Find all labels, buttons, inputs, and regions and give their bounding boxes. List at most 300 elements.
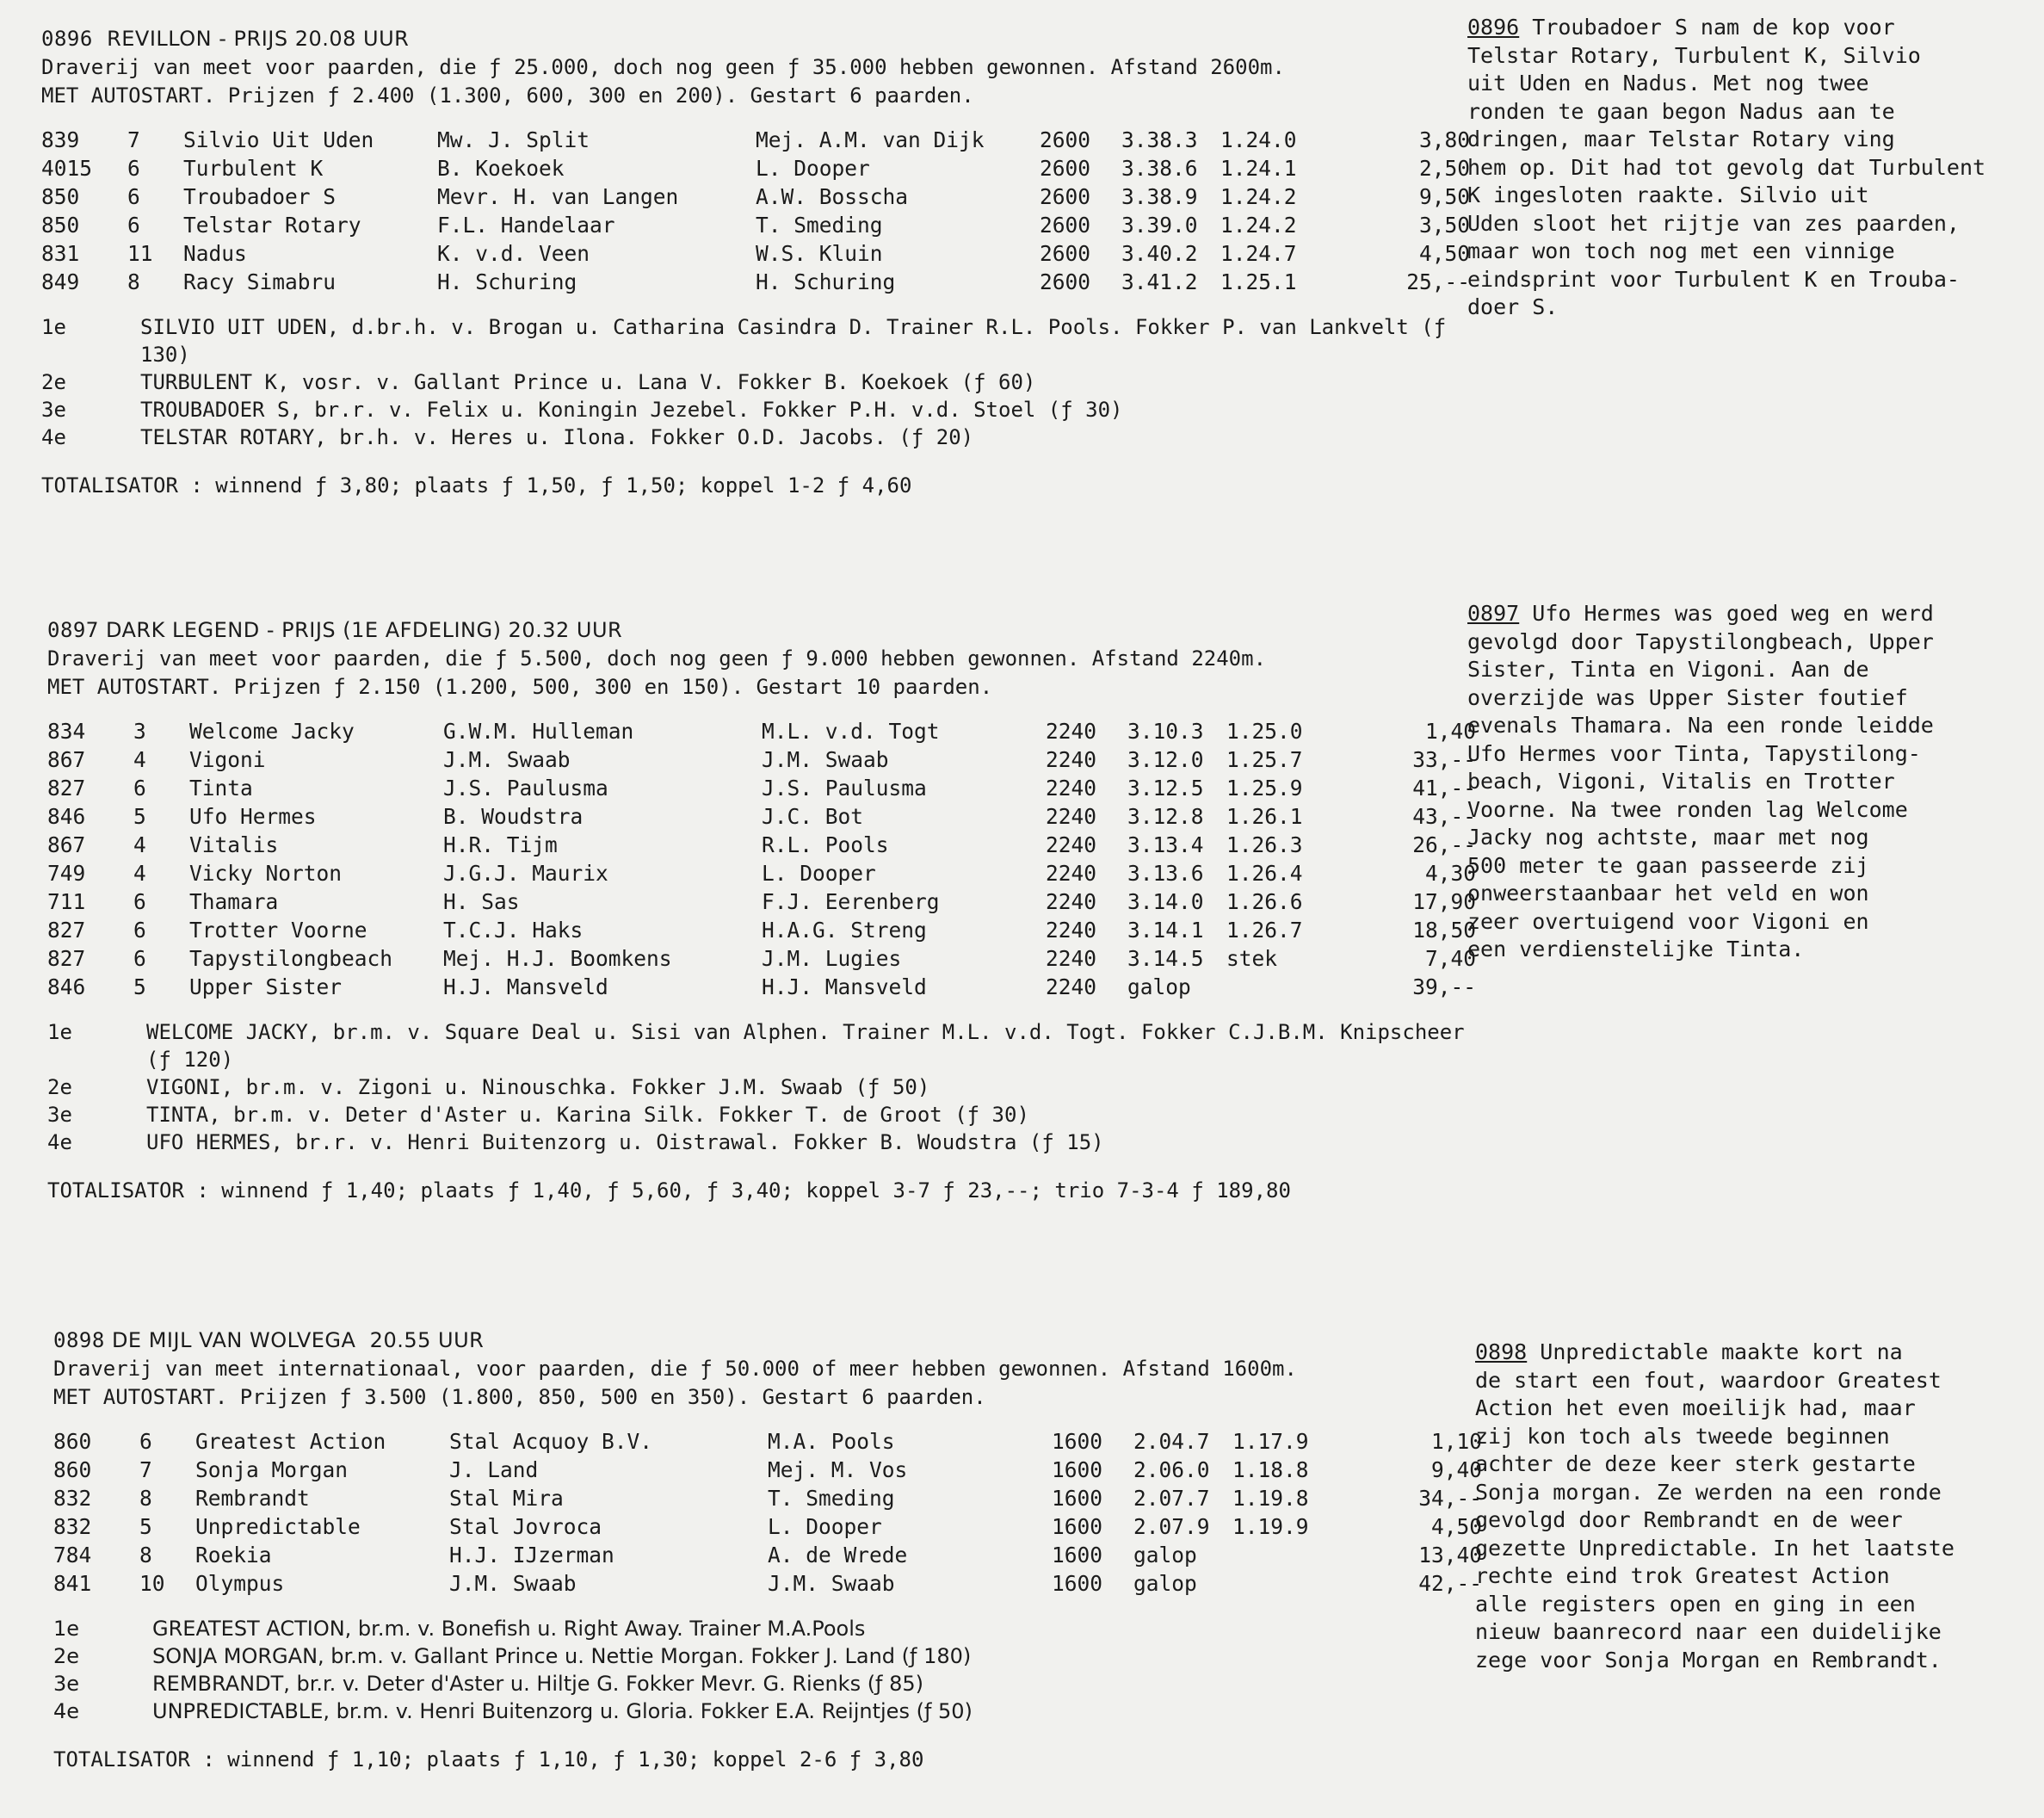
results-table xyxy=(47,719,1476,1003)
cell-driver: A. de Wrede xyxy=(768,1543,908,1568)
race-autostart: MET AUTOSTART. Prijzen ƒ 2.150 (1.200, 500, 300 en 150). Gestart 10 paarden. xyxy=(47,675,993,699)
placing-item xyxy=(53,1642,1482,1670)
cell-driver: Mej. M. Vos xyxy=(768,1457,908,1482)
cell-id: 784 xyxy=(53,1543,92,1568)
cell-odds: 4,30 xyxy=(1424,861,1476,886)
cell-distance: 2240 xyxy=(1046,804,1097,829)
cell-driver: J.M. Lugies xyxy=(762,946,902,971)
cell-driver: J.M. Swaab xyxy=(762,747,889,772)
table-row xyxy=(47,804,1476,832)
commentary-line: overzijde was Upper Sister foutief xyxy=(1467,684,1908,710)
race-main xyxy=(47,615,1476,1204)
placing-item xyxy=(53,1615,1482,1642)
cell-time: galop xyxy=(1133,1543,1197,1568)
commentary-line: K ingesloten raakte. Silvio uit xyxy=(1467,182,1869,207)
cell-distance: 2600 xyxy=(1040,213,1091,238)
cell-driver: J.M. Swaab xyxy=(768,1571,895,1596)
cell-horse: Vigoni xyxy=(189,747,266,772)
cell-odds: 3,80 xyxy=(1418,127,1470,152)
cell-odds: 4,50 xyxy=(1418,241,1470,266)
cell-id: 850 xyxy=(41,184,80,209)
commentary-line: 0897 Ufo Hermes was goed weg en werd xyxy=(1467,601,1934,626)
cell-no: 5 xyxy=(133,804,146,829)
cell-distance: 1600 xyxy=(1052,1486,1103,1511)
cell-horse: Turbulent K xyxy=(183,156,324,181)
commentary-line: 0898 Unpredictable maakte kort na xyxy=(1475,1339,1903,1364)
cell-distance: 2240 xyxy=(1046,974,1097,999)
cell-odds: 1,10 xyxy=(1430,1429,1482,1454)
cell-owner: T.C.J. Haks xyxy=(443,918,584,943)
cell-km-time: 1.25.9 xyxy=(1226,776,1303,801)
race-conditions: Draverij van meet voor paarden, die ƒ 5.500, doch nog geen ƒ 9.000 hebben gewonnen. Afstand 2240m. xyxy=(47,646,1267,671)
table-row xyxy=(47,974,1476,1003)
cell-distance: 1600 xyxy=(1052,1543,1103,1568)
table-row xyxy=(47,747,1476,776)
cell-id: 841 xyxy=(53,1571,92,1596)
cell-time: 3.38.3 xyxy=(1121,127,1198,152)
cell-odds: 9,40 xyxy=(1430,1457,1482,1482)
race-autostart: MET AUTOSTART. Prijzen ƒ 3.500 (1.800, 850, 500 en 350). Gestart 6 paarden. xyxy=(53,1385,986,1409)
cell-distance: 1600 xyxy=(1052,1514,1103,1539)
table-row xyxy=(41,241,1470,269)
race-commentary xyxy=(1467,14,2027,322)
cell-driver: T. Smeding xyxy=(756,213,883,238)
totalisator: TOTALISATOR : winnend ƒ 1,40; plaats ƒ 1,40, ƒ 5,60, ƒ 3,40; koppel 3-7 ƒ 23,--; trio 7-3-4 ƒ 189,80 xyxy=(47,1178,1291,1203)
cell-no: 10 xyxy=(139,1571,165,1596)
cell-distance: 1600 xyxy=(1052,1571,1103,1596)
commentary-line: nieuw baanrecord naar een duidelijke xyxy=(1475,1619,1942,1644)
commentary-line: ronden te gaan begon Nadus aan te xyxy=(1467,98,1895,124)
cell-no: 6 xyxy=(127,156,140,181)
cell-id: 846 xyxy=(47,974,86,999)
cell-odds: 42,-- xyxy=(1418,1571,1482,1596)
commentary-line: Action het even moeilijk had, maar xyxy=(1475,1395,1916,1420)
cell-driver: J.S. Paulusma xyxy=(762,776,927,801)
commentary-line: zege voor Sonja Morgan en Rembrandt. xyxy=(1475,1647,1942,1673)
placing-item xyxy=(41,396,1470,424)
cell-id: 850 xyxy=(41,213,80,238)
cell-no: 6 xyxy=(127,184,140,209)
cell-no: 11 xyxy=(127,241,153,266)
cell-horse: Unpredictable xyxy=(195,1514,361,1539)
cell-id: 831 xyxy=(41,241,80,266)
cell-id: 711 xyxy=(47,889,86,914)
cell-id: 4015 xyxy=(41,156,93,181)
race-title: REVILLON - PRIJS 20.08 UUR xyxy=(107,27,410,51)
placing-text: VIGONI, br.m. v. Zigoni u. Ninouschka. Fokker J.M. Swaab (ƒ 50) xyxy=(146,1075,930,1099)
cell-odds: 7,40 xyxy=(1424,946,1476,971)
cell-horse: Sonja Morgan xyxy=(195,1457,349,1482)
cell-horse: Trotter Voorne xyxy=(189,918,367,943)
commentary-line: de start een fout, waardoor Greatest xyxy=(1475,1367,1942,1393)
cell-km-time: 1.24.2 xyxy=(1220,184,1297,209)
cell-horse: Nadus xyxy=(183,241,247,266)
placing-position: 2e xyxy=(41,370,66,394)
commentary-line: 500 meter te gaan passeerde zij xyxy=(1467,852,1869,878)
cell-km-time: 1.18.8 xyxy=(1232,1457,1309,1482)
cell-time: 3.41.2 xyxy=(1121,269,1198,294)
placing-item xyxy=(47,1129,1476,1156)
cell-owner: H.J. Mansveld xyxy=(443,974,608,999)
cell-km-time: stek xyxy=(1226,946,1278,971)
cell-time: 2.07.9 xyxy=(1133,1514,1210,1539)
commentary-line: zeer overtuigend voor Vigoni en xyxy=(1467,908,1869,934)
cell-no: 5 xyxy=(139,1514,152,1539)
totalisator: TOTALISATOR : winnend ƒ 3,80; plaats ƒ 1,50, ƒ 1,50; koppel 1-2 ƒ 4,60 xyxy=(41,473,912,498)
cell-id: 860 xyxy=(53,1457,92,1482)
cell-owner: J.S. Paulusma xyxy=(443,776,608,801)
cell-id: 867 xyxy=(47,832,86,857)
commentary-line: doer S. xyxy=(1467,294,1559,319)
cell-odds: 2,50 xyxy=(1418,156,1470,181)
totalisator: TOTALISATOR : winnend ƒ 1,10; plaats ƒ 1,10, ƒ 1,30; koppel 2-6 ƒ 3,80 xyxy=(53,1747,924,1772)
cell-driver: L. Dooper xyxy=(756,156,870,181)
cell-km-time: 1.26.6 xyxy=(1226,889,1303,914)
commentary-line: gezette Unpredictable. In het laatste xyxy=(1475,1535,1954,1561)
cell-id: 860 xyxy=(53,1429,92,1454)
cell-owner: G.W.M. Hulleman xyxy=(443,719,634,744)
cell-owner: Stal Mira xyxy=(449,1486,564,1511)
placing-text: UNPREDICTABLE, br.m. v. Henri Buitenzorg u. Gloria. Fokker E.A. Reijntjes (ƒ 50) xyxy=(152,1699,973,1723)
cell-id: 834 xyxy=(47,719,86,744)
cell-driver: T. Smeding xyxy=(768,1486,895,1511)
placing-position: 4e xyxy=(41,425,66,449)
cell-time: galop xyxy=(1133,1571,1197,1596)
cell-owner: F.L. Handelaar xyxy=(437,213,615,238)
results-table xyxy=(41,127,1470,298)
race-id: 0898 xyxy=(53,1328,105,1352)
table-row xyxy=(41,213,1470,241)
cell-horse: Vicky Norton xyxy=(189,861,343,886)
table-row xyxy=(53,1429,1482,1457)
table-row xyxy=(47,918,1476,946)
cell-odds: 18,50 xyxy=(1412,918,1476,943)
race-conditions: Draverij van meet voor paarden, die ƒ 25.000, doch nog geen ƒ 35.000 hebben gewonnen. Afstand 2600m. xyxy=(41,55,1285,79)
cell-distance: 2600 xyxy=(1040,127,1091,152)
cell-owner: J. Land xyxy=(449,1457,539,1482)
cell-horse: Telstar Rotary xyxy=(183,213,361,238)
cell-horse: Roekia xyxy=(195,1543,272,1568)
cell-driver: A.W. Bosscha xyxy=(756,184,909,209)
cell-time: 3.38.9 xyxy=(1121,184,1198,209)
cell-distance: 2240 xyxy=(1046,747,1097,772)
cell-horse: Ufo Hermes xyxy=(189,804,317,829)
cell-distance: 2240 xyxy=(1046,719,1097,744)
placing-text: SILVIO UIT UDEN, d.br.h. v. Brogan u. Catharina Casindra D. Trainer R.L. Pools. Fokker P. van Lankvelt (ƒ 130) xyxy=(140,315,1447,367)
placing-text: UFO HERMES, br.r. v. Henri Buitenzorg u. Oistrawal. Fokker B. Woudstra (ƒ 15) xyxy=(146,1130,1104,1154)
cell-owner: H.J. IJzerman xyxy=(449,1543,614,1568)
cell-owner: J.M. Swaab xyxy=(443,747,571,772)
commentary-race-id: 0898 xyxy=(1475,1339,1528,1364)
cell-time: galop xyxy=(1127,974,1191,999)
cell-id: 849 xyxy=(41,269,80,294)
cell-driver: H. Schuring xyxy=(756,269,896,294)
placing-text: TELSTAR ROTARY, br.h. v. Heres u. Ilona. Fokker O.D. Jacobs. (ƒ 20) xyxy=(140,425,974,449)
race-id: 0897 xyxy=(47,618,99,642)
cell-no: 6 xyxy=(133,776,146,801)
cell-distance: 2240 xyxy=(1046,889,1097,914)
placing-text: TROUBADOER S, br.r. v. Felix u. Koningin Jezebel. Fokker P.H. v.d. Stoel (ƒ 30) xyxy=(140,398,1123,422)
cell-time: 3.13.6 xyxy=(1127,861,1204,886)
cell-driver: L. Dooper xyxy=(762,861,876,886)
commentary-line: onweerstaanbaar het veld en won xyxy=(1467,881,1869,906)
cell-owner: H.R. Tijm xyxy=(443,832,558,857)
cell-horse: Olympus xyxy=(195,1571,285,1596)
commentary-line: Sister, Tinta en Vigoni. Aan de xyxy=(1467,657,1869,682)
cell-owner: H. Schuring xyxy=(437,269,577,294)
table-row xyxy=(47,946,1476,974)
cell-driver: F.J. Eerenberg xyxy=(762,889,940,914)
cell-owner: J.G.J. Maurix xyxy=(443,861,608,886)
cell-km-time: 1.25.7 xyxy=(1226,747,1303,772)
table-row xyxy=(53,1571,1482,1599)
cell-distance: 2600 xyxy=(1040,269,1091,294)
cell-km-time: 1.25.1 xyxy=(1220,269,1297,294)
cell-horse: Rembrandt xyxy=(195,1486,310,1511)
commentary-line: Sonja morgan. Ze werden na een ronde xyxy=(1475,1479,1942,1505)
placing-text: WELCOME JACKY, br.m. v. Square Deal u. Sisi van Alphen. Trainer M.L. v.d. Togt. Fokker C.J.B.M. Knipscheer (ƒ 120) xyxy=(146,1020,1465,1072)
cell-horse: Racy Simabru xyxy=(183,269,337,294)
cell-no: 8 xyxy=(139,1486,152,1511)
placing-position: 3e xyxy=(47,1103,72,1127)
commentary-line: gevolgd door Tapystilongbeach, Upper xyxy=(1467,628,1934,654)
race-main xyxy=(41,24,1470,499)
commentary-line: zij kon toch als tweede beginnen xyxy=(1475,1423,1890,1449)
cell-owner: Mevr. H. van Langen xyxy=(437,184,679,209)
cell-no: 3 xyxy=(133,719,146,744)
cell-owner: Mej. H.J. Boomkens xyxy=(443,946,672,971)
cell-distance: 1600 xyxy=(1052,1429,1103,1454)
cell-distance: 2600 xyxy=(1040,241,1091,266)
cell-no: 4 xyxy=(133,832,146,857)
cell-driver: R.L. Pools xyxy=(762,832,889,857)
cell-id: 827 xyxy=(47,776,86,801)
cell-owner: J.M. Swaab xyxy=(449,1571,577,1596)
table-row xyxy=(53,1543,1482,1571)
commentary-line: hem op. Dit had tot gevolg dat Turbulent xyxy=(1467,154,1986,180)
cell-driver: Mej. A.M. van Dijk xyxy=(756,127,985,152)
cell-time: 3.14.1 xyxy=(1127,918,1204,943)
cell-id: 832 xyxy=(53,1514,92,1539)
table-row xyxy=(53,1486,1482,1514)
cell-id: 839 xyxy=(41,127,80,152)
cell-time: 2.06.0 xyxy=(1133,1457,1210,1482)
cell-no: 6 xyxy=(133,889,146,914)
placing-position: 2e xyxy=(53,1644,80,1668)
cell-km-time: 1.17.9 xyxy=(1232,1429,1309,1454)
placing-item xyxy=(41,313,1470,368)
commentary-line: alle registers open en ging in een xyxy=(1475,1591,1916,1617)
placing-position: 2e xyxy=(47,1075,72,1099)
placing-position: 4e xyxy=(47,1130,72,1154)
cell-km-time: 1.26.1 xyxy=(1226,804,1303,829)
race-id: 0896 xyxy=(41,27,93,51)
cell-distance: 2240 xyxy=(1046,918,1097,943)
placings xyxy=(53,1615,1482,1725)
cell-time: 3.12.0 xyxy=(1127,747,1204,772)
cell-time: 3.10.3 xyxy=(1127,719,1204,744)
cell-odds: 13,40 xyxy=(1418,1543,1482,1568)
placing-position: 4e xyxy=(53,1699,80,1723)
cell-id: 832 xyxy=(53,1486,92,1511)
commentary-line: een verdienstelijke Tinta. xyxy=(1467,937,1805,962)
cell-odds: 26,-- xyxy=(1412,832,1476,857)
cell-km-time: 1.24.0 xyxy=(1220,127,1297,152)
cell-km-time: 1.24.1 xyxy=(1220,156,1297,181)
placing-position: 1e xyxy=(41,315,66,339)
table-row xyxy=(47,889,1476,918)
cell-time: 3.39.0 xyxy=(1121,213,1198,238)
commentary-line: Telstar Rotary, Turbulent K, Silvio xyxy=(1467,42,1921,68)
cell-driver: H.A.G. Streng xyxy=(762,918,927,943)
cell-odds: 41,-- xyxy=(1412,776,1476,801)
cell-horse: Troubadoer S xyxy=(183,184,337,209)
cell-driver: H.J. Mansveld xyxy=(762,974,927,999)
cell-distance: 2600 xyxy=(1040,184,1091,209)
cell-distance: 1600 xyxy=(1052,1457,1103,1482)
race-autostart: MET AUTOSTART. Prijzen ƒ 2.400 (1.300, 600, 300 en 200). Gestart 6 paarden. xyxy=(41,83,974,108)
placing-position: 1e xyxy=(53,1617,80,1641)
cell-time: 3.13.4 xyxy=(1127,832,1204,857)
cell-no: 7 xyxy=(139,1457,152,1482)
cell-distance: 2240 xyxy=(1046,861,1097,886)
placings xyxy=(47,1018,1476,1156)
cell-no: 4 xyxy=(133,747,146,772)
cell-km-time: 1.24.7 xyxy=(1220,241,1297,266)
cell-time: 2.07.7 xyxy=(1133,1486,1210,1511)
table-row xyxy=(41,127,1470,156)
cell-odds: 39,-- xyxy=(1412,974,1476,999)
commentary-line: dringen, maar Telstar Rotary ving xyxy=(1467,127,1895,152)
cell-km-time: 1.26.7 xyxy=(1226,918,1303,943)
cell-no: 6 xyxy=(127,213,140,238)
cell-horse: Thamara xyxy=(189,889,279,914)
cell-horse: Greatest Action xyxy=(195,1429,386,1454)
cell-owner: H. Sas xyxy=(443,889,520,914)
race-header xyxy=(53,1326,1482,1355)
cell-no: 5 xyxy=(133,974,146,999)
cell-odds: 9,50 xyxy=(1418,184,1470,209)
cell-km-time: 1.19.9 xyxy=(1232,1514,1309,1539)
cell-odds: 34,-- xyxy=(1418,1486,1482,1511)
commentary-line: Ufo Hermes voor Tinta, Tapystilong- xyxy=(1467,740,1921,766)
table-row xyxy=(41,269,1470,298)
cell-km-time: 1.24.2 xyxy=(1220,213,1297,238)
race-commentary xyxy=(1475,1339,2035,1674)
placing-position: 3e xyxy=(53,1672,80,1696)
cell-time: 3.38.6 xyxy=(1121,156,1198,181)
cell-distance: 2240 xyxy=(1046,776,1097,801)
placing-item xyxy=(47,1101,1476,1129)
cell-time: 3.14.0 xyxy=(1127,889,1204,914)
commentary-line: evenals Thamara. Na een ronde leidde xyxy=(1467,713,1934,738)
cell-owner: B. Woudstra xyxy=(443,804,584,829)
commentary-race-id: 0896 xyxy=(1467,15,1520,40)
placing-text: REMBRANDT, br.r. v. Deter d'Aster u. Hiltje G. Fokker Mevr. G. Rienks (ƒ 85) xyxy=(152,1672,924,1696)
cell-odds: 43,-- xyxy=(1412,804,1476,829)
cell-owner: Stal Acquoy B.V. xyxy=(449,1429,653,1454)
commentary-line: eindsprint voor Turbulent K en Trouba- xyxy=(1467,266,1960,292)
cell-no: 6 xyxy=(133,946,146,971)
cell-odds: 3,50 xyxy=(1418,213,1470,238)
cell-km-time: 1.26.4 xyxy=(1226,861,1303,886)
cell-horse: Upper Sister xyxy=(189,974,343,999)
cell-time: 3.14.5 xyxy=(1127,946,1204,971)
commentary-line: Jacky nog achtste, maar met nog xyxy=(1467,825,1869,850)
cell-no: 6 xyxy=(139,1429,152,1454)
race-title: DARK LEGEND - PRIJS (1E AFDELING) 20.32 UUR xyxy=(105,618,623,642)
cell-no: 6 xyxy=(133,918,146,943)
placing-text: TINTA, br.m. v. Deter d'Aster u. Karina Silk. Fokker T. de Groot (ƒ 30) xyxy=(146,1103,1029,1127)
commentary-race-id: 0897 xyxy=(1467,601,1520,626)
cell-owner: Stal Jovroca xyxy=(449,1514,602,1539)
placing-item xyxy=(41,368,1470,396)
cell-time: 3.40.2 xyxy=(1121,241,1198,266)
table-row xyxy=(47,861,1476,889)
placing-position: 3e xyxy=(41,398,66,422)
cell-km-time: 1.26.3 xyxy=(1226,832,1303,857)
cell-odds: 1,40 xyxy=(1424,719,1476,744)
cell-time: 2.04.7 xyxy=(1133,1429,1210,1454)
commentary-line: maar won toch nog met een vinnige xyxy=(1467,238,1895,263)
table-row xyxy=(47,776,1476,804)
placing-text: TURBULENT K, vosr. v. Gallant Prince u. Lana V. Fokker B. Koekoek (ƒ 60) xyxy=(140,370,1036,394)
cell-km-time: 1.25.0 xyxy=(1226,719,1303,744)
table-row xyxy=(53,1457,1482,1486)
placing-item xyxy=(53,1670,1482,1697)
cell-driver: J.C. Bot xyxy=(762,804,864,829)
commentary-line: achter de deze keer sterk gestarte xyxy=(1475,1451,1916,1476)
cell-id: 749 xyxy=(47,861,86,886)
placing-item xyxy=(53,1697,1482,1725)
cell-no: 7 xyxy=(127,127,140,152)
placing-position: 1e xyxy=(47,1020,72,1044)
cell-driver: M.L. v.d. Togt xyxy=(762,719,940,744)
cell-horse: Vitalis xyxy=(189,832,279,857)
commentary-line: rechte eind trok Greatest Action xyxy=(1475,1563,1890,1588)
cell-owner: B. Koekoek xyxy=(437,156,565,181)
placings xyxy=(41,313,1470,451)
race-main xyxy=(53,1326,1482,1773)
table-row xyxy=(53,1514,1482,1543)
cell-no: 8 xyxy=(139,1543,152,1568)
cell-driver: W.S. Kluin xyxy=(756,241,883,266)
cell-odds: 4,50 xyxy=(1430,1514,1482,1539)
cell-id: 867 xyxy=(47,747,86,772)
commentary-line: gevolgd door Rembrandt en de weer xyxy=(1475,1507,1903,1532)
cell-distance: 2240 xyxy=(1046,946,1097,971)
cell-odds: 25,-- xyxy=(1406,269,1470,294)
cell-odds: 33,-- xyxy=(1412,747,1476,772)
placing-item xyxy=(41,424,1470,451)
cell-driver: L. Dooper xyxy=(768,1514,882,1539)
placing-text: SONJA MORGAN, br.m. v. Gallant Prince u. Nettie Morgan. Fokker J. Land (ƒ 180) xyxy=(152,1644,972,1668)
cell-distance: 2600 xyxy=(1040,156,1091,181)
table-row xyxy=(47,832,1476,861)
commentary-line: beach, Vigoni, Vitalis en Trotter xyxy=(1467,769,1895,794)
race-commentary xyxy=(1467,600,2027,964)
cell-id: 827 xyxy=(47,946,86,971)
race-header xyxy=(47,615,1476,645)
cell-horse: Silvio Uit Uden xyxy=(183,127,374,152)
results-table xyxy=(53,1429,1482,1599)
placing-item xyxy=(47,1073,1476,1101)
race-header xyxy=(41,24,1470,53)
race-conditions: Draverij van meet internationaal, voor paarden, die ƒ 50.000 of meer hebben gewonnen. Afstand 1600m. xyxy=(53,1357,1297,1381)
cell-time: 3.12.5 xyxy=(1127,776,1204,801)
cell-no: 8 xyxy=(127,269,140,294)
commentary-line: uit Uden en Nadus. Met nog twee xyxy=(1467,71,1869,96)
